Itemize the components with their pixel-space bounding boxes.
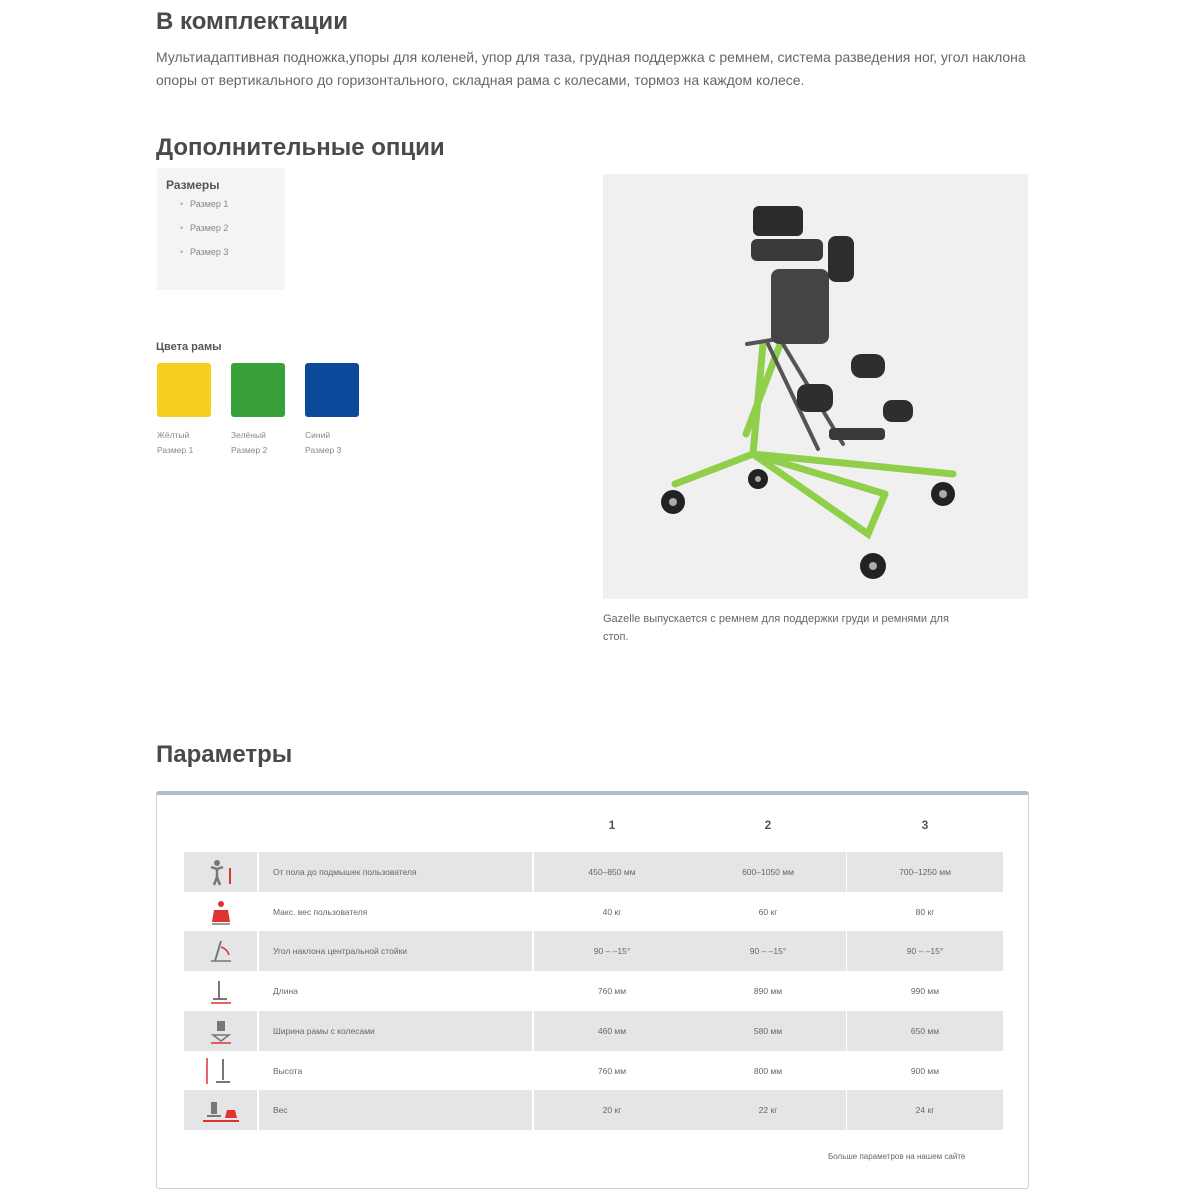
param-label: Ширина рамы с колесами — [259, 1011, 532, 1051]
param-value-3: 990 мм — [910, 986, 940, 996]
param-value-1: 40 кг — [602, 907, 622, 917]
param-value-2: 890 мм — [753, 986, 783, 996]
table-row — [184, 1051, 1003, 1091]
stander-illustration — [603, 174, 1028, 599]
more-params-link[interactable]: Больше параметров на нашем сайте — [828, 1152, 966, 1161]
param-value-3: 900 мм — [910, 1066, 940, 1076]
param-value-1: 90 – –15° — [534, 931, 690, 971]
param-value-1: 450–850 мм — [534, 852, 690, 892]
table-row — [184, 971, 1003, 1011]
param-value-3: 80 кг — [915, 907, 935, 917]
params-title: Параметры — [156, 741, 293, 768]
size-option-3[interactable]: • Размер 3 — [180, 244, 276, 268]
length-icon — [184, 971, 257, 1011]
tilt-angle-icon — [184, 931, 257, 971]
options-title: Дополнительные опции — [156, 134, 445, 161]
param-value-3: 90 – –15° — [847, 931, 1003, 971]
param-value-2: 90 – –15° — [690, 931, 846, 971]
color-name: Жёлтый — [157, 430, 190, 440]
param-value-3: 700–1250 мм — [847, 852, 1003, 892]
size-option-1[interactable]: • Размер 1 — [180, 196, 276, 220]
param-value-3: 650 мм — [847, 1011, 1003, 1051]
column-header-1: 1 — [608, 818, 616, 832]
param-label: Макс. вес пользователя — [273, 907, 368, 917]
height-icon — [184, 1051, 257, 1091]
color-label-green — [231, 428, 301, 458]
color-label-blue — [305, 428, 375, 458]
color-size: Размер 1 — [157, 445, 194, 455]
param-label: Высота — [273, 1066, 303, 1076]
sizes-title: Размеры — [166, 178, 220, 192]
user-height-icon — [184, 852, 257, 892]
param-value-2: 580 мм — [690, 1011, 846, 1051]
product-caption: Gazelle выпускается с ремнем для поддержки груди и ремнями для стоп. — [603, 613, 949, 643]
size-option-2[interactable]: • Размер 2 — [180, 220, 276, 244]
color-name: Синий — [305, 430, 331, 440]
table-row — [184, 1011, 1003, 1051]
param-label: Вес — [259, 1090, 532, 1130]
param-value-2: 600–1050 мм — [690, 852, 846, 892]
column-header-2: 2 — [764, 818, 772, 832]
frame-colors-title: Цвета рамы — [156, 341, 222, 353]
table-row — [184, 892, 1003, 932]
included-description: Мультиадаптивная подножка,упоры для коленей, упор для таза, грудная поддержка с ремнем, система разведения ног, угол наклона опоры от вертикального до горизонтального, складная рама с колесами, тормоз на каждом колесе. — [156, 49, 1026, 88]
table-row — [184, 852, 1003, 892]
param-value-2: 800 мм — [753, 1066, 783, 1076]
param-value-1: 760 мм — [597, 986, 627, 996]
param-label: Угол наклона центральной стойки — [259, 931, 532, 971]
param-value-3: 24 кг — [847, 1090, 1003, 1130]
color-swatch-green[interactable] — [231, 363, 285, 417]
color-swatch-yellow[interactable] — [157, 363, 211, 417]
param-label: От пола до подмышек пользователя — [259, 852, 532, 892]
sizes-list — [166, 196, 276, 268]
color-name: Зелёный — [231, 430, 266, 440]
product-image — [603, 174, 1028, 599]
table-row — [184, 931, 1003, 971]
color-size: Размер 2 — [231, 445, 268, 455]
param-label: Длина — [273, 986, 298, 996]
weight-icon — [184, 892, 257, 932]
param-value-2: 22 кг — [690, 1090, 846, 1130]
color-label-yellow — [157, 428, 227, 458]
product-weight-icon — [184, 1090, 257, 1130]
table-row — [184, 1090, 1003, 1130]
sizes-panel — [157, 168, 285, 290]
column-header-3: 3 — [921, 818, 929, 832]
included-title: В комплектации — [156, 8, 348, 35]
param-value-1: 20 кг — [534, 1090, 690, 1130]
frame-width-icon — [184, 1011, 257, 1051]
param-value-2: 60 кг — [758, 907, 778, 917]
color-swatch-blue[interactable] — [305, 363, 359, 417]
param-value-1: 460 мм — [534, 1011, 690, 1051]
param-value-1: 760 мм — [597, 1066, 627, 1076]
color-size: Размер 3 — [305, 445, 342, 455]
